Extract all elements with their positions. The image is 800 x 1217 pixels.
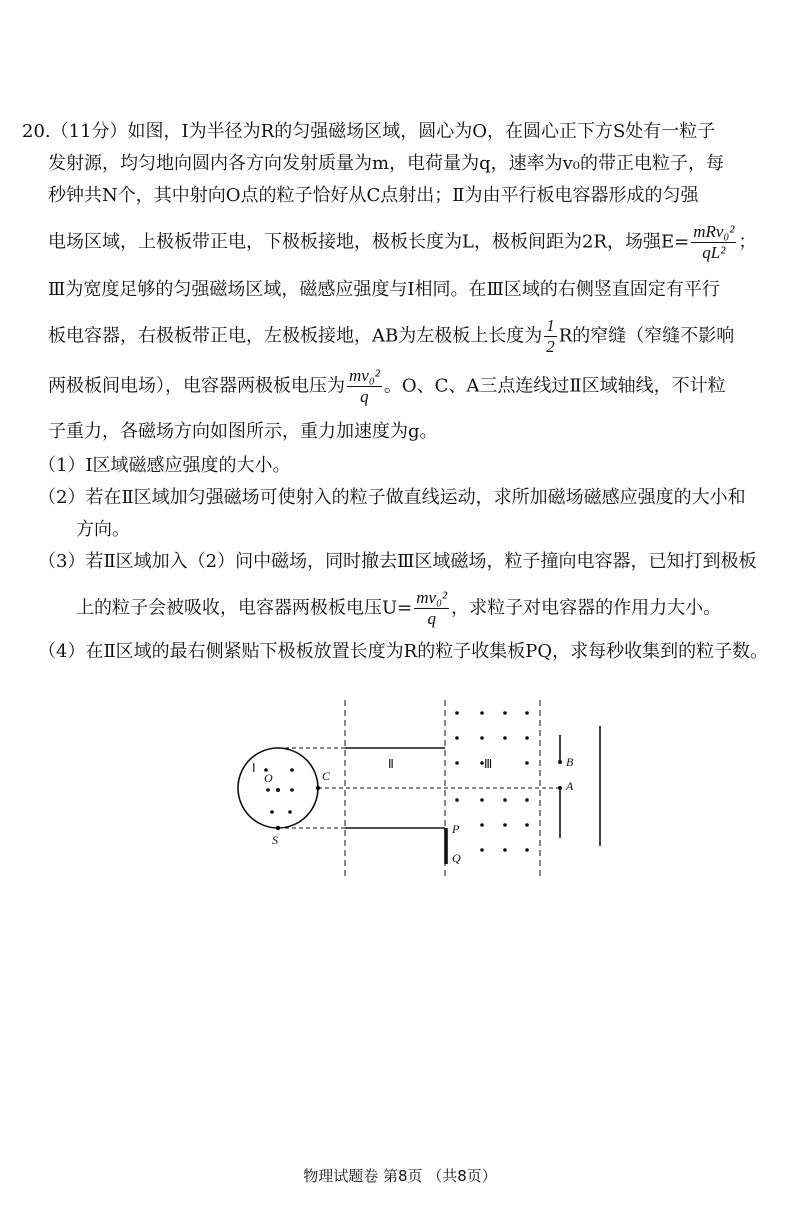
- problem-line-8: 子重力，各磁场方向如图所示，重力加速度为g。: [48, 421, 438, 442]
- question-2-line-1: （2）若在Ⅱ区域加匀强磁场可使射入的粒子做直线运动，求所加磁场磁感应强度的大小和: [38, 487, 746, 508]
- label-region-3: Ⅲ: [484, 757, 493, 771]
- point-B: [558, 760, 562, 764]
- fraction-denominator: 2: [546, 337, 555, 356]
- region-3-field-dots: [455, 711, 529, 852]
- problem-text-1: 如图，Ⅰ为半径为R的匀强磁场区域，圆心为O，在圆心正下方S处有一粒子: [127, 121, 716, 142]
- fraction-numerator: mv₀²: [349, 366, 380, 385]
- field-dot: [266, 788, 270, 792]
- point-O: [276, 788, 280, 792]
- problem-line-5: Ⅲ为宽度足够的匀强磁场区域，磁感应强度与Ⅰ相同。在Ⅲ区域的右侧竖直固定有平行: [48, 279, 720, 300]
- label-S: S: [272, 833, 278, 847]
- problem-text-6b: R的窄缝（窄缝不影响: [558, 325, 735, 347]
- fraction-denominator: qL²: [702, 243, 726, 262]
- page-footer: 物理试题卷 第8页 （共8页）: [303, 1167, 497, 1185]
- field-dot: [290, 788, 294, 792]
- fraction-numerator: mRv₀²: [693, 222, 735, 241]
- question-1: （1）Ⅰ区域磁感应强度的大小。: [38, 455, 291, 476]
- problem-text-7b: 。O、C、A三点连线过Ⅱ区域轴线，不计粒: [383, 375, 726, 397]
- problem-line-2: 发射源，均匀地向圆内各方向发射质量为m，电荷量为q，速率为v₀的带正电粒子，每: [48, 153, 724, 174]
- fraction-numerator: 1: [546, 316, 555, 335]
- field-dot: [290, 768, 294, 772]
- label-C: C: [322, 769, 331, 783]
- fraction-denominator: q: [427, 609, 436, 628]
- question-3-text-b: ，求粒子对电容器的作用力大小。: [451, 597, 722, 619]
- label-region-1: Ⅰ: [252, 761, 256, 775]
- label-A: A: [566, 779, 574, 793]
- problem-text-4b: ；: [738, 231, 757, 253]
- point-A: [558, 786, 562, 790]
- question-2-line-2: 方向。: [76, 519, 130, 540]
- fraction-denominator: q: [360, 387, 369, 406]
- problem-line-3: 秒钟共N个，其中射向O点的粒子恰好从C点射出；Ⅱ为由平行板电容器形成的匀强: [48, 185, 699, 206]
- fraction-numerator: mv₀²: [416, 588, 448, 607]
- problem-number: 20.: [22, 121, 51, 142]
- label-B: B: [566, 755, 574, 769]
- label-P: P: [452, 822, 460, 836]
- label-region-2: Ⅱ: [388, 757, 394, 771]
- problem-text-6a: 板电容器，右极板带正电，左极板接地，AB为左极板上长度为: [48, 325, 543, 347]
- label-O: O: [264, 771, 273, 785]
- problem-points: （11分）: [50, 121, 128, 142]
- label-Q: Q: [452, 851, 461, 865]
- problem-text-7a: 两极板间电场），电容器两极板电压为: [48, 375, 345, 397]
- question-3-text-a: 上的粒子会被吸收，电容器两极板电压U=: [76, 597, 413, 619]
- field-dot: [288, 810, 292, 814]
- question-3-line-1: （3）若Ⅱ区域加入（2）问中磁场，同时撤去Ⅲ区域磁场，粒子撞向电容器，已知打到极板: [38, 551, 757, 572]
- field-dot: [270, 810, 274, 814]
- question-4: （4）在Ⅱ区域的最右侧紧贴下极板放置长度为R的粒子收集板PQ，求每秒收集到的粒子数。: [38, 641, 769, 662]
- problem-text-4a: 电场区域，上极板带正电，下极板接地，极板长度为L，极板间距为2R，场强E=: [48, 231, 690, 253]
